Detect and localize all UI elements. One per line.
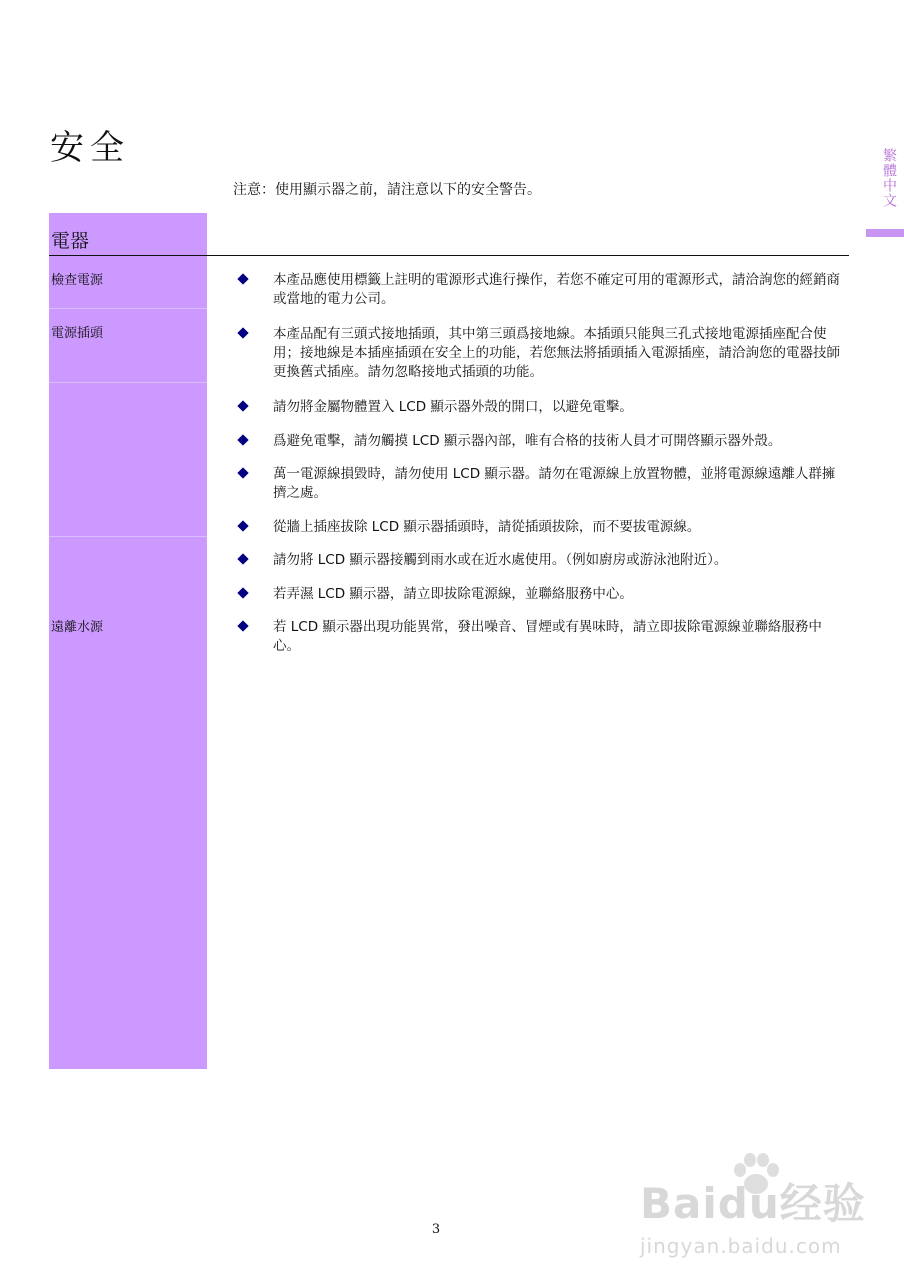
section-title: 電器 <box>51 230 90 252</box>
side-label-water: 遠離水源 <box>51 620 104 635</box>
diamond-bullet-icon <box>237 435 249 447</box>
list-item <box>235 398 847 417</box>
list-item <box>235 325 847 382</box>
page-title: 安全 <box>50 128 130 168</box>
baidu-watermark <box>640 1150 880 1270</box>
sidebar-divider <box>49 308 207 309</box>
diamond-bullet-icon <box>237 401 249 413</box>
list-item <box>235 465 847 503</box>
list-item-text: 爲避免電擊，請勿觸摸 LCD 顯示器內部，唯有合格的技術人員才可開啓顯示器外殼。 <box>273 433 782 449</box>
list-item-text: 本產品配有三頭式接地插頭，其中第三頭爲接地線。本插頭只能與三孔式接地電源插座配合使用；接地線是本插座插頭在安全上的功能，若您無法將插頭插入電源插座，請洽詢您的電器技師更換舊式插座。請勿忽略接地式插頭的功能。 <box>273 326 840 380</box>
side-label-plug: 電源插頭 <box>51 326 104 341</box>
watermark-url: jingyan.baidu.com <box>640 1234 842 1258</box>
safety-notice: 注意：使用顯示器之前，請注意以下的安全警告。 <box>233 182 541 198</box>
side-label-power-source: 檢查電源 <box>51 273 104 288</box>
language-tab: 繁體中文 <box>881 148 897 208</box>
list-item-text: 請勿將 LCD 顯示器接觸到雨水或在近水處使用。（例如廚房或游泳池附近）。 <box>273 552 728 568</box>
watermark-brand: Baidu经验 <box>640 1179 866 1228</box>
diamond-bullet-icon <box>237 328 249 340</box>
diamond-bullet-icon <box>237 554 249 566</box>
list-item-text: 請勿將金屬物體置入 LCD 顯示器外殼的開口，以避免電擊。 <box>273 399 633 415</box>
diamond-bullet-icon <box>237 521 249 533</box>
list-item-text: 從牆上插座拔除 LCD 顯示器插頭時，請從插頭拔除，而不要拔電源線。 <box>273 519 701 535</box>
page-number: 3 <box>431 1222 441 1237</box>
diamond-bullet-icon <box>237 621 249 633</box>
diamond-bullet-icon <box>237 468 249 480</box>
list-item-text: 萬一電源線損毀時，請勿使用 LCD 顯示器。請勿在電源線上放置物體，並將電源線遠離人群擁擠之處。 <box>273 466 836 501</box>
section-rule <box>49 255 849 256</box>
list-item <box>235 518 847 537</box>
list-item <box>235 271 847 309</box>
list-item <box>235 551 847 570</box>
list-item-text: 本產品應使用標籤上註明的電源形式進行操作，若您不確定可用的電源形式，請洽詢您的經銷商或當地的電力公司。 <box>273 272 840 307</box>
list-item <box>235 618 847 656</box>
list-item-text: 若弄濕 LCD 顯示器，請立即拔除電源線，並聯絡服務中心。 <box>273 586 633 602</box>
list-item <box>235 432 847 451</box>
diamond-bullet-icon <box>237 588 249 600</box>
sidebar-divider <box>49 382 207 383</box>
language-tab-bar <box>866 229 904 237</box>
sidebar-divider <box>49 536 207 537</box>
list-item-text: 若 LCD 顯示器出現功能異常，發出噪音、冒煙或有異味時，請立即拔除電源線並聯絡服務中心。 <box>273 619 822 654</box>
diamond-bullet-icon <box>237 274 249 286</box>
list-item <box>235 585 847 604</box>
